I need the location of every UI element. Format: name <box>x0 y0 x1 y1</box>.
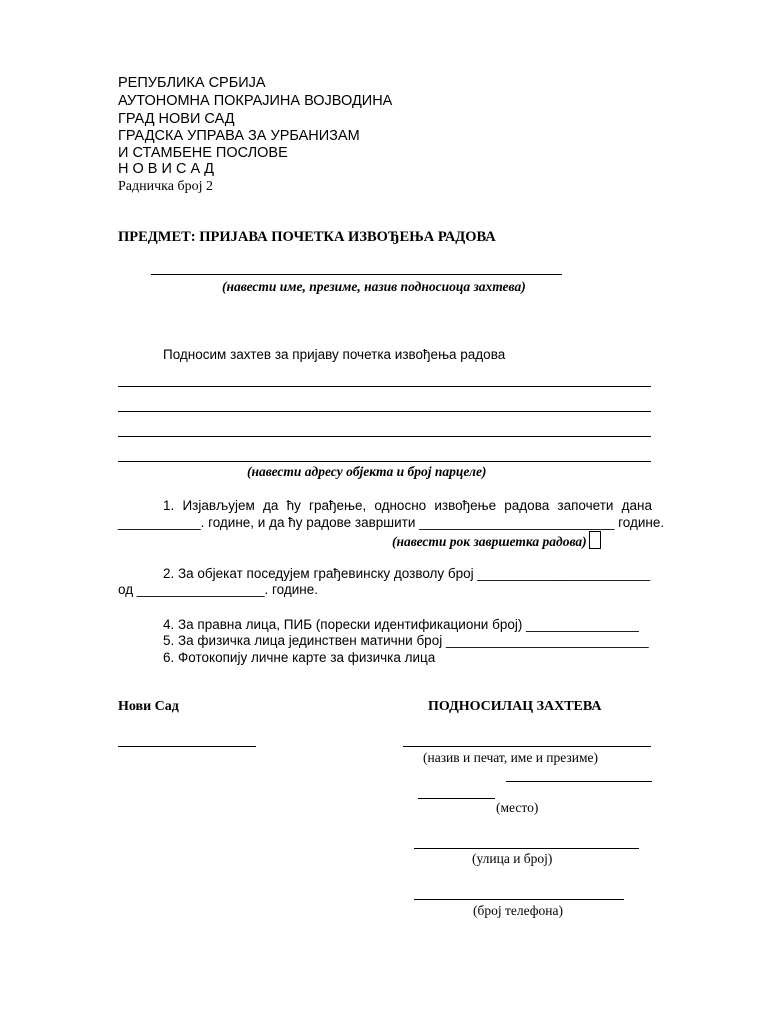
header-republic: РЕПУБЛИКА СРБИЈА <box>118 75 266 91</box>
header-novi-sad: Н О В И С А Д <box>118 161 214 177</box>
header-street: Радничка број 2 <box>118 179 213 194</box>
signature-line <box>403 746 651 747</box>
item-2-line-2: од _________________. године. <box>118 582 318 597</box>
place-line-right <box>506 781 652 782</box>
date-line <box>118 746 256 747</box>
address-line-1 <box>118 386 651 387</box>
header-province: АУТОНОМНА ПОКРАЈИНА ВОЈВОДИНА <box>118 93 393 109</box>
applicant-name-line <box>151 274 562 275</box>
applicant-title: ПОДНОСИЛАЦ ЗАХТЕВА <box>428 699 602 714</box>
street-line <box>414 848 639 849</box>
address-line-3 <box>118 436 651 437</box>
header-city: ГРАД НОВИ САД <box>118 111 235 127</box>
request-text: Подносим захтев за пријаву почетка извођења радова <box>163 347 506 362</box>
header-administration: ГРАДСКА УПРАВА ЗА УРБАНИЗАМ <box>118 128 360 144</box>
item-2-line-1: 2. За објекат поседујем грађевинску дозволу број _______________________ <box>163 566 651 581</box>
signature-label: (назив и печат, име и презиме) <box>423 750 599 765</box>
item-1-line-2: ___________. године, и да ћу радове завршити __________________________ године. <box>118 515 665 530</box>
item-6: 6. Фотокопију личне карте за физичка лица <box>163 650 436 665</box>
item-5: 5. За физичка лица јединствен матични број ___________________________ <box>163 633 649 648</box>
city-label: Нови Сад <box>118 699 179 714</box>
item-1-hint-row <box>392 531 601 551</box>
document-subject: ПРЕДМЕТ: ПРИЈАВА ПОЧЕТКА ИЗВОЂЕЊА РАДОВА <box>118 229 496 245</box>
header-department: И СТАМБЕНЕ ПОСЛОВЕ <box>118 145 288 161</box>
place-line-left <box>418 798 495 799</box>
item-4: 4. За правна лица, ПИБ (порески идентификациони број) _______________ <box>163 617 639 632</box>
item-1-line-1: 1. Изјављујем да ћу грађење, односно извођење радова започети дана <box>163 498 652 513</box>
address-line-2 <box>118 411 651 412</box>
address-line-4 <box>118 461 651 462</box>
phone-label: (број телефона) <box>473 903 563 918</box>
address-hint: (навести адресу објекта и број парцеле) <box>247 464 487 479</box>
item-1-hint: (навести рок завршетка радова) <box>392 534 587 549</box>
phone-line <box>414 899 624 900</box>
applicant-hint: (навести име, презиме, назив подносиоца захтева) <box>222 279 526 294</box>
street-label: (улица и број) <box>472 851 553 866</box>
place-label: (место) <box>496 800 539 815</box>
placeholder-box-icon <box>589 531 601 549</box>
